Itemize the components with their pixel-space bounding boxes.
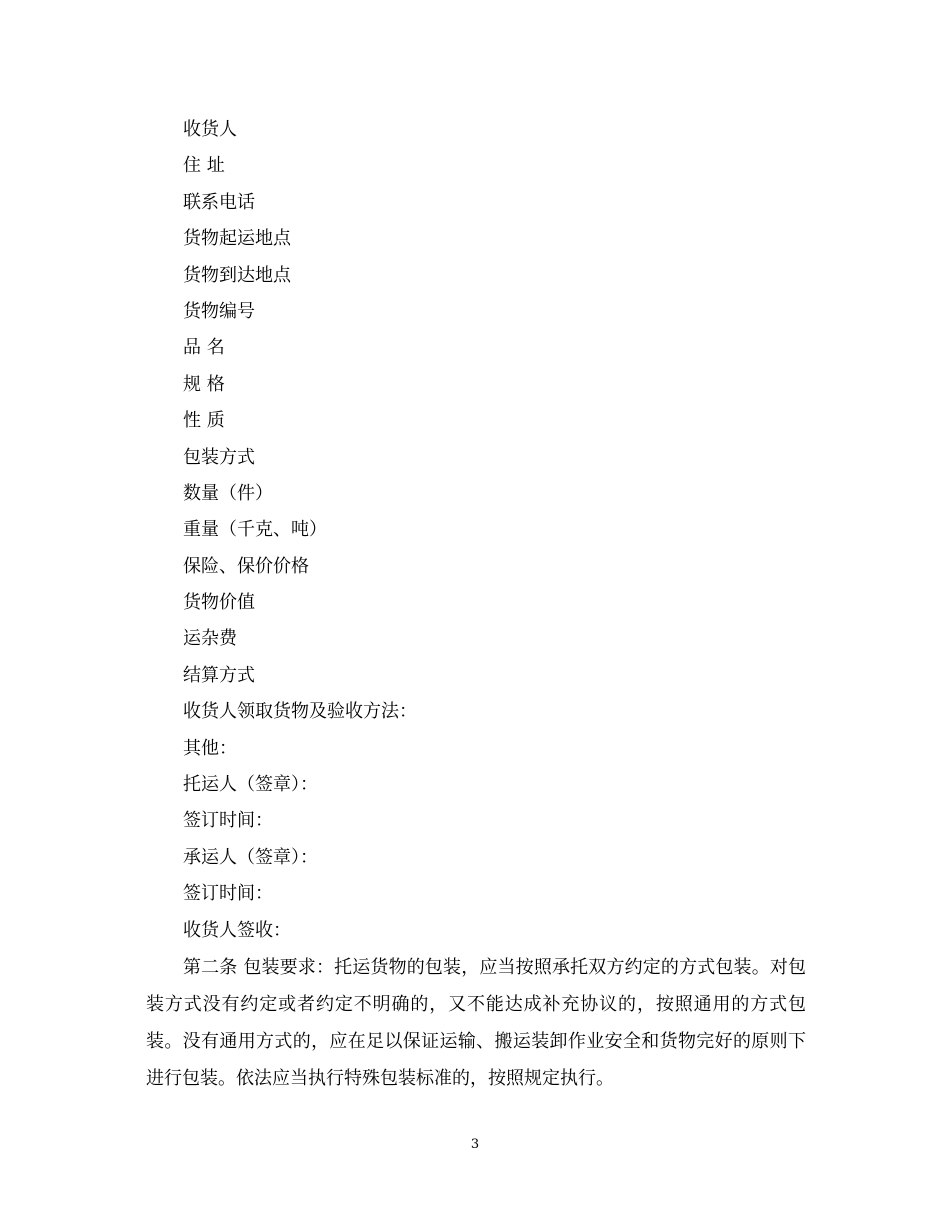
field-specification: 规 格 [183, 373, 225, 395]
field-cargo-value: 货物价值 [183, 592, 255, 614]
page-number: 3 [470, 1137, 480, 1152]
field-origin: 货物起运地点 [183, 228, 291, 250]
field-nature: 性 质 [183, 410, 225, 432]
field-quantity: 数量（件） [183, 482, 273, 504]
field-shipper-date: 签订时间： [183, 810, 273, 832]
field-cargo-number: 货物编号 [183, 300, 255, 322]
clause-packaging-requirements: 第二条 包装要求：托运货物的包装，应当按照承托双方约定的方式包装。对包装方式没有约定或者约定不明确的，又不能达成补充协议的，按照通用的方式包装。没有通用方式的，应在足以保证运输、搬运装卸作业安全和货物完好的原则下进行包装。依法应当执行特殊包装标准的，按照规定执行。 [146, 957, 806, 1089]
field-carrier-date: 签订时间： [183, 883, 273, 905]
field-phone: 联系电话 [183, 191, 255, 213]
field-carrier-signature: 承运人（签章）： [183, 846, 318, 868]
field-settlement: 结算方式 [183, 664, 255, 686]
contract-field-list [183, 112, 823, 949]
field-destination: 货物到达地点 [183, 264, 291, 286]
field-packaging: 包装方式 [183, 446, 255, 468]
field-shipper-signature: 托运人（签章）： [183, 774, 318, 796]
field-freight: 运杂费 [183, 628, 237, 650]
field-other: 其他： [183, 737, 237, 759]
field-weight: 重量（千克、吨） [183, 519, 327, 541]
field-acceptance-method: 收货人领取货物及验收方法： [183, 701, 417, 723]
field-consignee: 收货人 [183, 119, 237, 140]
field-product-name: 品 名 [183, 337, 225, 359]
field-insurance: 保险、保价价格 [183, 555, 309, 577]
field-consignee-receipt: 收货人签收： [183, 919, 291, 941]
field-address: 住 址 [183, 155, 225, 177]
